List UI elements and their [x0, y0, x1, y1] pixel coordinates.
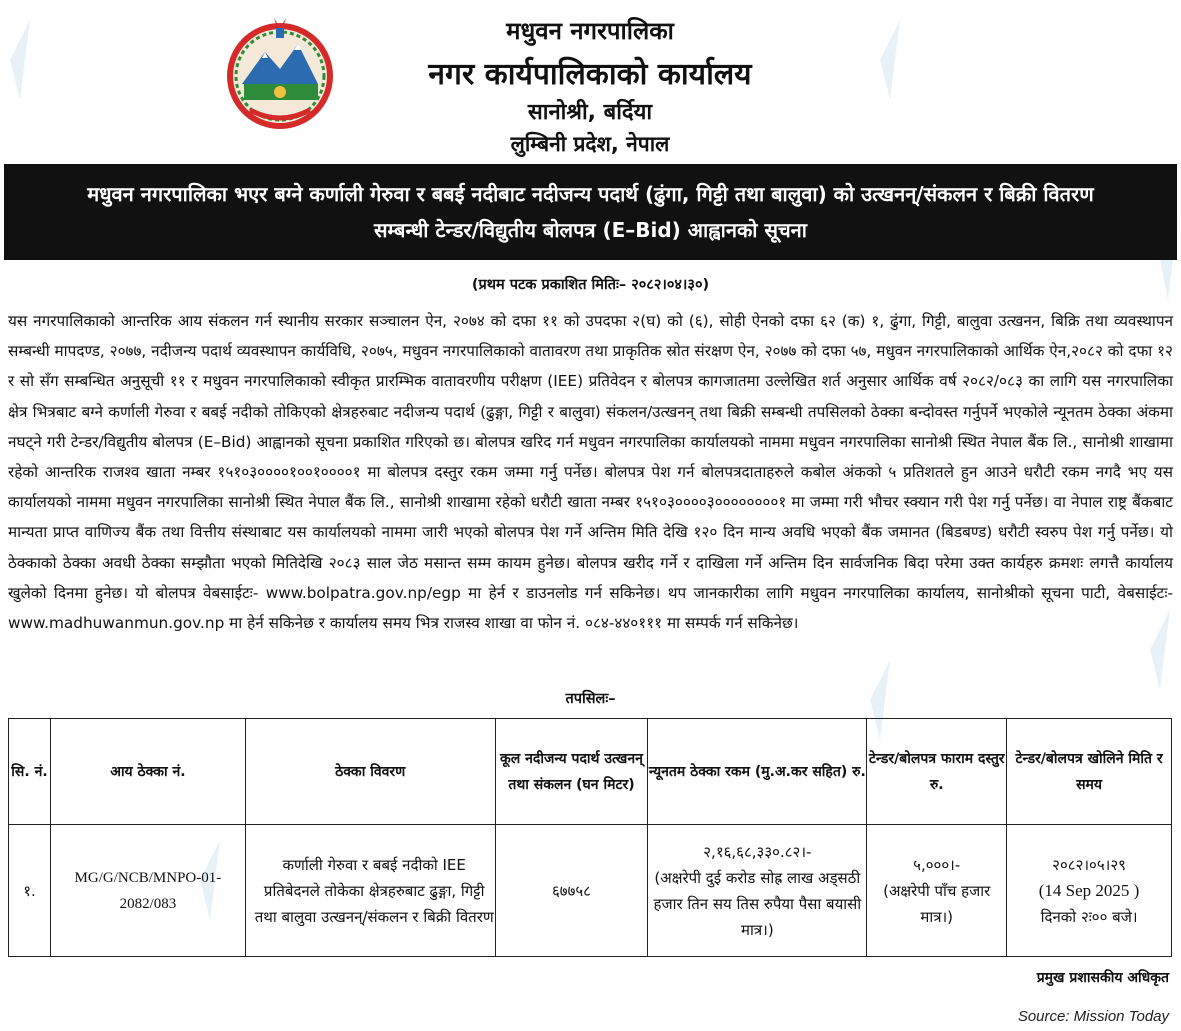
cell-desc: कर्णाली गेरुवा र बबई नदीको IEE प्रतिबेदनले तोकेका क्षेत्रहरुबाट ढुङ्गा, गिट्टी तथा बालुवा उत्खनन्/संकलन र बिक्री वितरण: [245, 825, 495, 957]
cell-code: MG/G/NCB/MNPO-01-2082/083: [50, 825, 245, 957]
col-header-code: आय ठेक्का नं.: [50, 719, 245, 825]
tender-schedule-table: [8, 718, 1172, 957]
table-header-row: [9, 719, 1172, 825]
table-row: [9, 825, 1172, 957]
notice-title-line2: सम्बन्धी टेन्डर/विद्युतीय बोलपत्र (E–Bid) आह्वानको सूचना: [374, 218, 807, 242]
cell-opening: [1007, 825, 1172, 957]
col-header-opening: टेन्डर/बोलपत्र खोलिने मिति र समय: [1007, 719, 1172, 825]
cell-amount: [648, 825, 867, 957]
office-name: नगर कार्यपालिकाको कार्यालय: [428, 57, 752, 92]
province-name: लुम्बिनी प्रदेश, नेपाल: [510, 132, 670, 156]
notice-title-band: [4, 164, 1177, 260]
office-location: सानोश्री, बर्दिया: [527, 100, 653, 125]
cell-fee: [867, 825, 1007, 957]
notice-body: यस नगरपालिकाको आन्तरिक आय संकलन गर्न स्थानीय सरकार सञ्चालन ऐन, २०७४ को दफा ११ को उपदफा २(घ) को (६), सोही ऐनको दफा ६२ (क) १, ढुंगा, गिट्टी, बालुवा उत्खनन, बिक्रि तथा व्यवस्थापन सम्बन्धी मापदण्ड, २०७७, नदीजन्य पदार्थ व्यवस्थापन कार्यविधि, २०७५, मधुवन नगरपालिकाको वातावरण तथा प्राकृतिक स्रोत संरक्षण ऐन, २०७७ को दफा ५७, मधुवन नगरपालिकाको आर्थिक ऐन,२०८२ को दफा १२ र सो सँग सम्बन्धित अनुसूची ११ र मधुवन नगरपालिकाको स्वीकृत प्रारम्भिक वातावरणीय परीक्षण (IEE) प्रतिवेदन र बोलपत्र कागजातमा उल्लेखित शर्त अनुसार आर्थिक वर्ष २०८२/०८३ का लागि यस नगरपालिका क्षेत्र भित्रबाट बग्ने कर्णाली गेरुवा र बबई नदीको तोकिएको क्षेत्रहरुबाट नदीजन्य पदार्थ (ढुङ्गा, गिट्टी र बालुवा) संकलन/उत्खनन् तथा बिक्री सम्बन्धी तपसिलको ठेक्का बन्दोवस्त गर्नुपर्ने भएकोले न्यूनतम ठेक्का अंकमा नघट्ने गरी टेन्डर/विद्युतीय बोलपत्र (E–Bid) आह्वानको सूचना प्रकाशित गरिएको छ। बोलपत्र खरिद गर्न मधुवन नगरपालिका कार्यालयको नाममा मधुवन नगरपालिका सानोश्री स्थित नेपाल बैंक लि., सानोश्री शाखामा रहेको आन्तरिक राजश्व खाता नम्बर १५१०३००००१००१००००१ मा बोलपत्र दस्तुर रकम जम्मा गर्नु पर्नेछ। बोलपत्र पेश गर्न बोलपत्रदाताहरुले कबोल अंकको ५ प्रतिशतले हुन आउने धरौटी रकम नगदै भए यस कार्यालयको नाममा मधुवन नगरपालिका सानोश्री स्थित नेपाल बैंक लि., सानोश्री शाखामा रहेको धरौटी खाता नम्बर १५१०३००००३००००००००१ मा जम्मा गरी भौचर स्क्यान गरी पेश गर्नु पर्नेछ। वा नेपाल राष्ट्र बैंकबाट मान्यता प्राप्त वाणिज्य बैंक तथा वित्तीय संस्थाबाट यस कार्यालयको नाममा जारी भएको बोलपत्र पेश गर्ने अन्तिम मिति देखि १२० दिन मान्य अवधि भएको बैंक जमानत (बिडबण्ड) धरौटी स्वरुप पेश गर्नु पर्नेछ। यो ठेक्काको ठेक्का अवधी ठेक्का सम्झौता भएको मितिदेखि २०८३ साल जेठ मसान्त सम्म कायम हुनेछ। बोलपत्र खरीद गर्ने र दाखिला गर्ने अन्तिम दिन सार्वजनिक बिदा परेमा उक्त कार्यहरु क्रमशः लगत्तै कार्यालय खुलेको दिनमा हुनेछ। यो बोलपत्र वेबसाईटः- www.bolpatra.gov.np/egp मा हेर्न र डाउनलोड गर्न सकिनेछ। थप जानकारीका लागि मधुवन नगरपालिका कार्यालय, सानोश्रीको सूचना पाटी, वेबसाईटः- www.madhuwanmun.gov.np मा हेर्न सकिनेछ र कार्यालय समय भित्र राजस्व शाखा वा फोन नं. ०८४-४४०१११ मा सम्पर्क गर्न सकिनेछ।: [8, 312, 1173, 633]
fee-words: (अक्षरेपी पाँच हजार मात्र।): [883, 881, 991, 926]
opening-date-ad: (14 Sep 2025 ): [1038, 880, 1140, 900]
col-header-desc: ठेक्का विवरण: [245, 719, 495, 825]
signatory-title: प्रमुख प्रशासकीय अधिकृत: [1036, 970, 1169, 986]
opening-date-bs: २०८२।०५।२९: [1052, 855, 1126, 874]
col-header-amount: न्यूनतम ठेक्का रकम (मु.अ.कर सहित) रु.: [648, 719, 867, 825]
amount-words: (अक्षरेपी दुई करोड सोह्र लाख अड्सठी हजार तिन सय तिस रुपैया पैसा बयासी मात्र।): [653, 868, 862, 939]
col-header-qty: कूल नदीजन्य पदार्थ उत्खनन् तथा संकलन (घन मिटर): [495, 719, 648, 825]
notice-title-line1: मधुवन नगरपालिका भएर बग्ने कर्णाली गेरुवा र बबई नदीबाट नदीजन्य पदार्थ (ढुंगा, गिट्टी तथा बालुवा) को उत्खनन्/संकलन र बिक्री वितरण: [87, 182, 1094, 206]
publication-date: (प्रथम पटक प्रकाशित मितिः– २०८२।०४।३०): [471, 277, 710, 293]
amount-figure: २,१६,६८,३३०.८२।-: [703, 842, 812, 861]
municipality-name: मधुवन नगरपालिका: [506, 17, 674, 45]
col-header-sn: सि. नं.: [9, 719, 51, 825]
letterhead: [0, 0, 1181, 162]
source-credit: Source: Mission Today: [1017, 1008, 1169, 1025]
col-header-fee: टेन्डर/बोलपत्र फाराम दस्तुर रु.: [867, 719, 1007, 825]
opening-time: दिनको २ः०० बजे।: [1040, 907, 1138, 926]
cell-sn: १.: [9, 825, 51, 957]
schedule-label: तपसिलः–: [565, 691, 616, 707]
fee-figure: ५,०००।-: [913, 855, 961, 874]
cell-qty: ६७७५८: [495, 825, 648, 957]
